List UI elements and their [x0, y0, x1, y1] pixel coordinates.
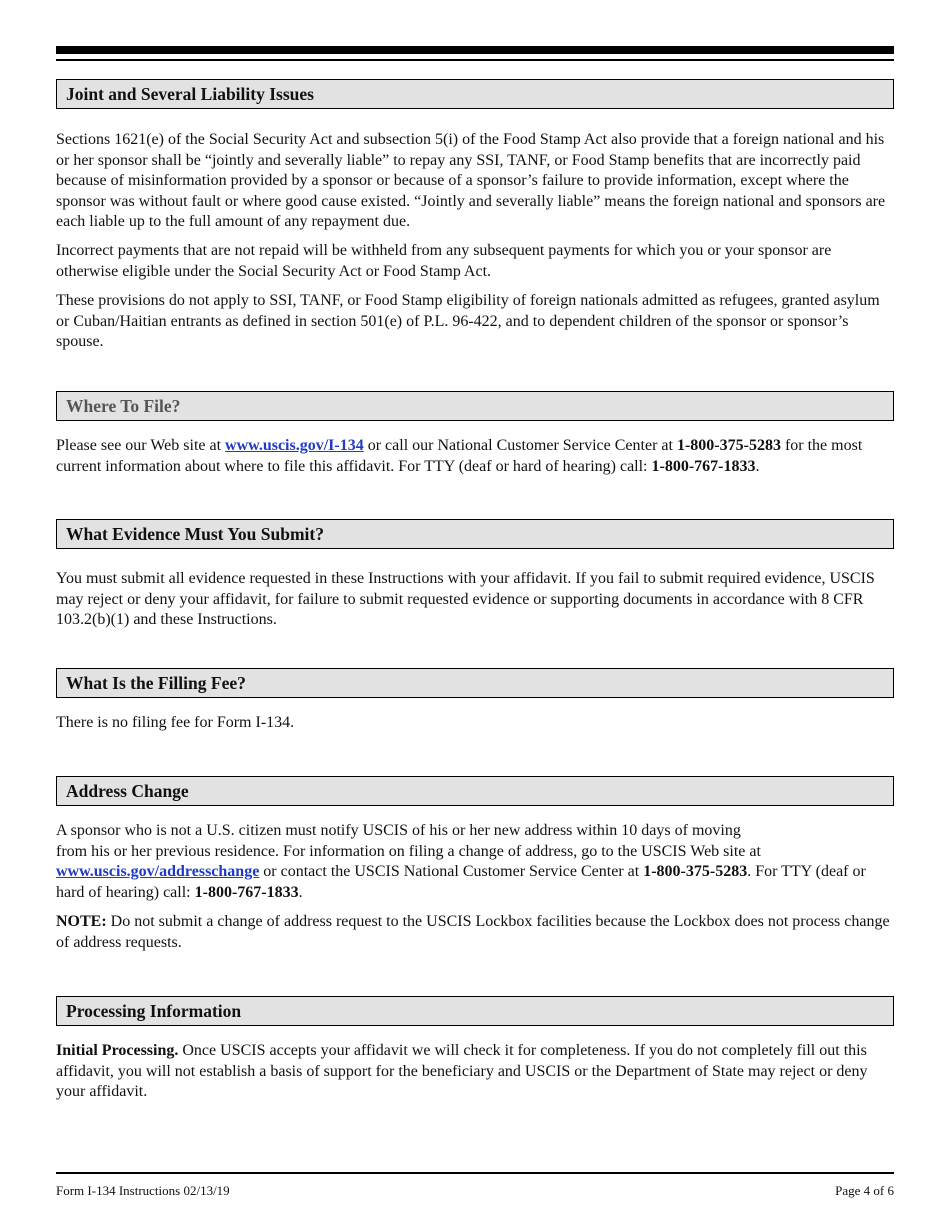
liability-paragraph-2: Incorrect payments that are not repaid will be withheld from any subsequent payments for which you or your sponsor are otherwise eligible under the Social Security Act or Food Stamp Act.	[56, 242, 832, 280]
note-label: NOTE:	[56, 913, 107, 930]
fee-heading-text: What Is the Filling Fee?	[66, 673, 246, 693]
where-paragraph: Please see our Web site at www.uscis.gov/I-134 or call our National Customer Service Center at 1-800-375-5283 for the most current information about where to file this affidavit. For TTY (deaf or hard of hearing) call: 1-800-767-1833.	[56, 437, 863, 475]
liability-paragraph-3: These provisions do not apply to SSI, TANF, or Food Stamp eligibility of foreign nationals admitted as refugees, granted asylum or Cuban/Haitian entrants as defined in section 501(e) of P.L. 96-422, and to dependent children of the sponsor or sponsor’s spouse.	[56, 292, 880, 350]
footer-form-name: Form I-134 Instructions 02/13/19	[56, 1183, 230, 1198]
address-paragraph: A sponsor who is not a U.S. citizen must notify USCIS of his or her new address within 10 days of moving from his or her previous residence. For information on filing a change of address, go to the USCIS Web site at www.uscis.gov/addresschange or contact the USCIS National Customer Service Center at 1-800-375-5283. For TTY (deaf or hard of hearing) call: 1-800-767-1833.	[56, 822, 866, 901]
top-thick-rule	[56, 46, 894, 54]
section-heading-processing	[56, 996, 894, 1026]
processing-paragraph: Initial Processing. Once USCIS accepts your affidavit we will check it for completeness. If you do not completely fill out this affidavit, you will not establish a basis of support for the beneficiary and USCIS or the Department of State may reject or deny your affidavit.	[56, 1042, 868, 1100]
processing-heading-text: Processing Information	[66, 1001, 242, 1021]
address-change-link[interactable]: www.uscis.gov/addresschange	[56, 863, 260, 880]
section-heading-liability	[56, 79, 894, 109]
initial-processing-label: Initial Processing.	[56, 1042, 179, 1059]
address-ncsc-phone: 1-800-375-5283	[643, 863, 748, 880]
section-heading-where-to-file	[56, 391, 894, 421]
section-heading-address-change	[56, 776, 894, 806]
address-note: NOTE: Do not submit a change of address request to the USCIS Lockbox facilities because the Lockbox does not process change of address requests.	[56, 913, 890, 951]
tty-phone: 1-800-767-1833	[651, 457, 756, 475]
where-heading-text: Where To File?	[66, 396, 181, 416]
section-heading-evidence	[56, 519, 894, 549]
fee-paragraph: There is no filing fee for Form I-134.	[56, 714, 295, 731]
address-tty-phone: 1-800-767-1833	[194, 883, 299, 901]
section-heading-fee	[56, 668, 894, 698]
top-thin-rule	[56, 59, 894, 61]
evidence-heading-text: What Evidence Must You Submit?	[66, 524, 324, 544]
address-heading-text: Address Change	[66, 781, 189, 801]
footer-page-number: Page 4 of 6	[835, 1183, 894, 1198]
liability-paragraph-1: Sections 1621(e) of the Social Security Act and subsection 5(i) of the Food Stamp Act also provide that a foreign national and his or her sponsor shall be “jointly and severally liable” to repay any SSI, TANF, or Food Stamp benefits that are incorrectly paid because of misinformation provided by a sponsor or because of a sponsor’s failure to provide information, except where the sponsor was without fault or where good cause existed. “Jointly and severally liable” means the foreign national and sponsors are each liable up to the full amount of any repayment due.	[56, 131, 886, 230]
ncsc-phone: 1-800-375-5283	[676, 437, 781, 454]
liability-heading-text: Joint and Several Liability Issues	[66, 84, 314, 104]
uscis-i134-link[interactable]: www.uscis.gov/I-134	[225, 437, 364, 454]
evidence-paragraph: You must submit all evidence requested in these Instructions with your affidavit. If you fail to submit required evidence, USCIS may reject or deny your affidavit, for failure to submit requested evidence or supporting documents in accordance with 8 CFR 103.2(b)(1) and these Instructions.	[56, 570, 875, 628]
footer-rule	[56, 1172, 894, 1174]
